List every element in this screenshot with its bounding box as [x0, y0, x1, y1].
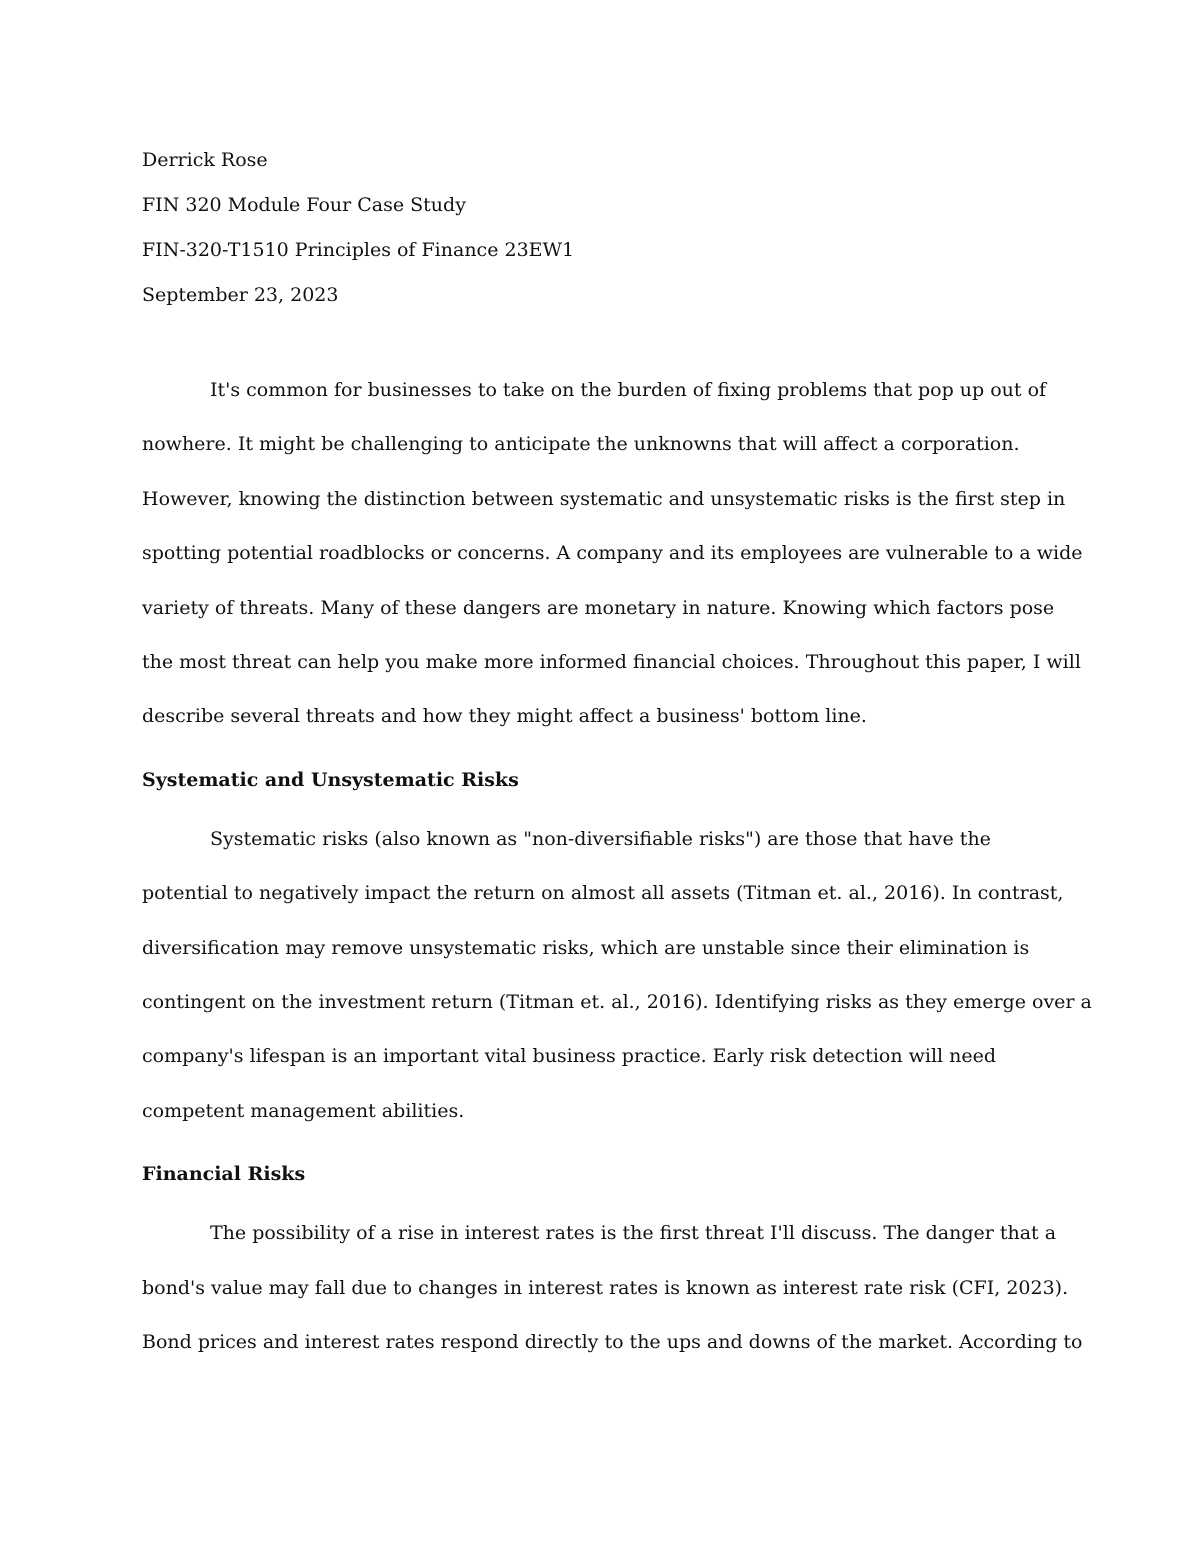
section-heading: Systematic and Unsystematic Risks — [142, 768, 519, 791]
paragraph-line: describe several threats and how they might affect a business' bottom line. — [142, 705, 867, 728]
paragraph-line: spotting potential roadblocks or concerns. A company and its employees are vulnerable to a wide — [142, 542, 1083, 565]
assignment-title: FIN 320 Module Four Case Study — [142, 194, 466, 216]
paragraph-line: company's lifespan is an important vital business practice. Early risk detection will need — [142, 1045, 997, 1068]
paragraph-line: It's common for businesses to take on the burden of fixing problems that pop up out of — [210, 379, 1047, 401]
paragraph-line: Bond prices and interest rates respond directly to the ups and downs of the market. According to — [142, 1331, 1083, 1354]
paragraph-line: the most threat can help you make more informed financial choices. Throughout this paper, I will — [142, 651, 1081, 674]
paragraph-line: diversification may remove unsystematic risks, which are unstable since their elimination is — [142, 936, 1030, 959]
course-name: FIN-320-T1510 Principles of Finance 23EW1 — [142, 239, 575, 261]
paragraph-line: However, knowing the distinction between systematic and unsystematic risks is the first step in — [142, 487, 1066, 510]
section-paragraph — [142, 812, 1092, 1138]
intro-paragraph — [142, 363, 1083, 744]
author-name: Derrick Rose — [142, 149, 268, 171]
paragraph-line: variety of threats. Many of these dangers are monetary in nature. Knowing which factors pose — [142, 596, 1055, 619]
paragraph-line: contingent on the investment return (Titman et. al., 2016). Identifying risks as they emerge over a — [142, 991, 1092, 1014]
document-body — [142, 138, 1092, 1370]
document-date: September 23, 2023 — [142, 284, 339, 306]
section-heading: Financial Risks — [142, 1163, 306, 1186]
paragraph-line: nowhere. It might be challenging to anticipate the unknowns that will affect a corporation. — [142, 433, 1020, 456]
paragraph-line: competent management abilities. — [142, 1099, 465, 1122]
paragraph-line: Systematic risks (also known as "non-diversifiable risks") are those that have the — [210, 827, 991, 850]
paragraph-line: bond's value may fall due to changes in interest rates is known as interest rate risk (CFI, 2023). — [142, 1276, 1069, 1299]
paragraph-line: potential to negatively impact the return on almost all assets (Titman et. al., 2016). In contrast, — [142, 882, 1064, 905]
document-header — [142, 138, 1070, 318]
paragraph-line: The possibility of a rise in interest rates is the first threat I'll discuss. The danger that a — [210, 1222, 1057, 1245]
section-paragraph — [142, 1206, 1083, 1369]
